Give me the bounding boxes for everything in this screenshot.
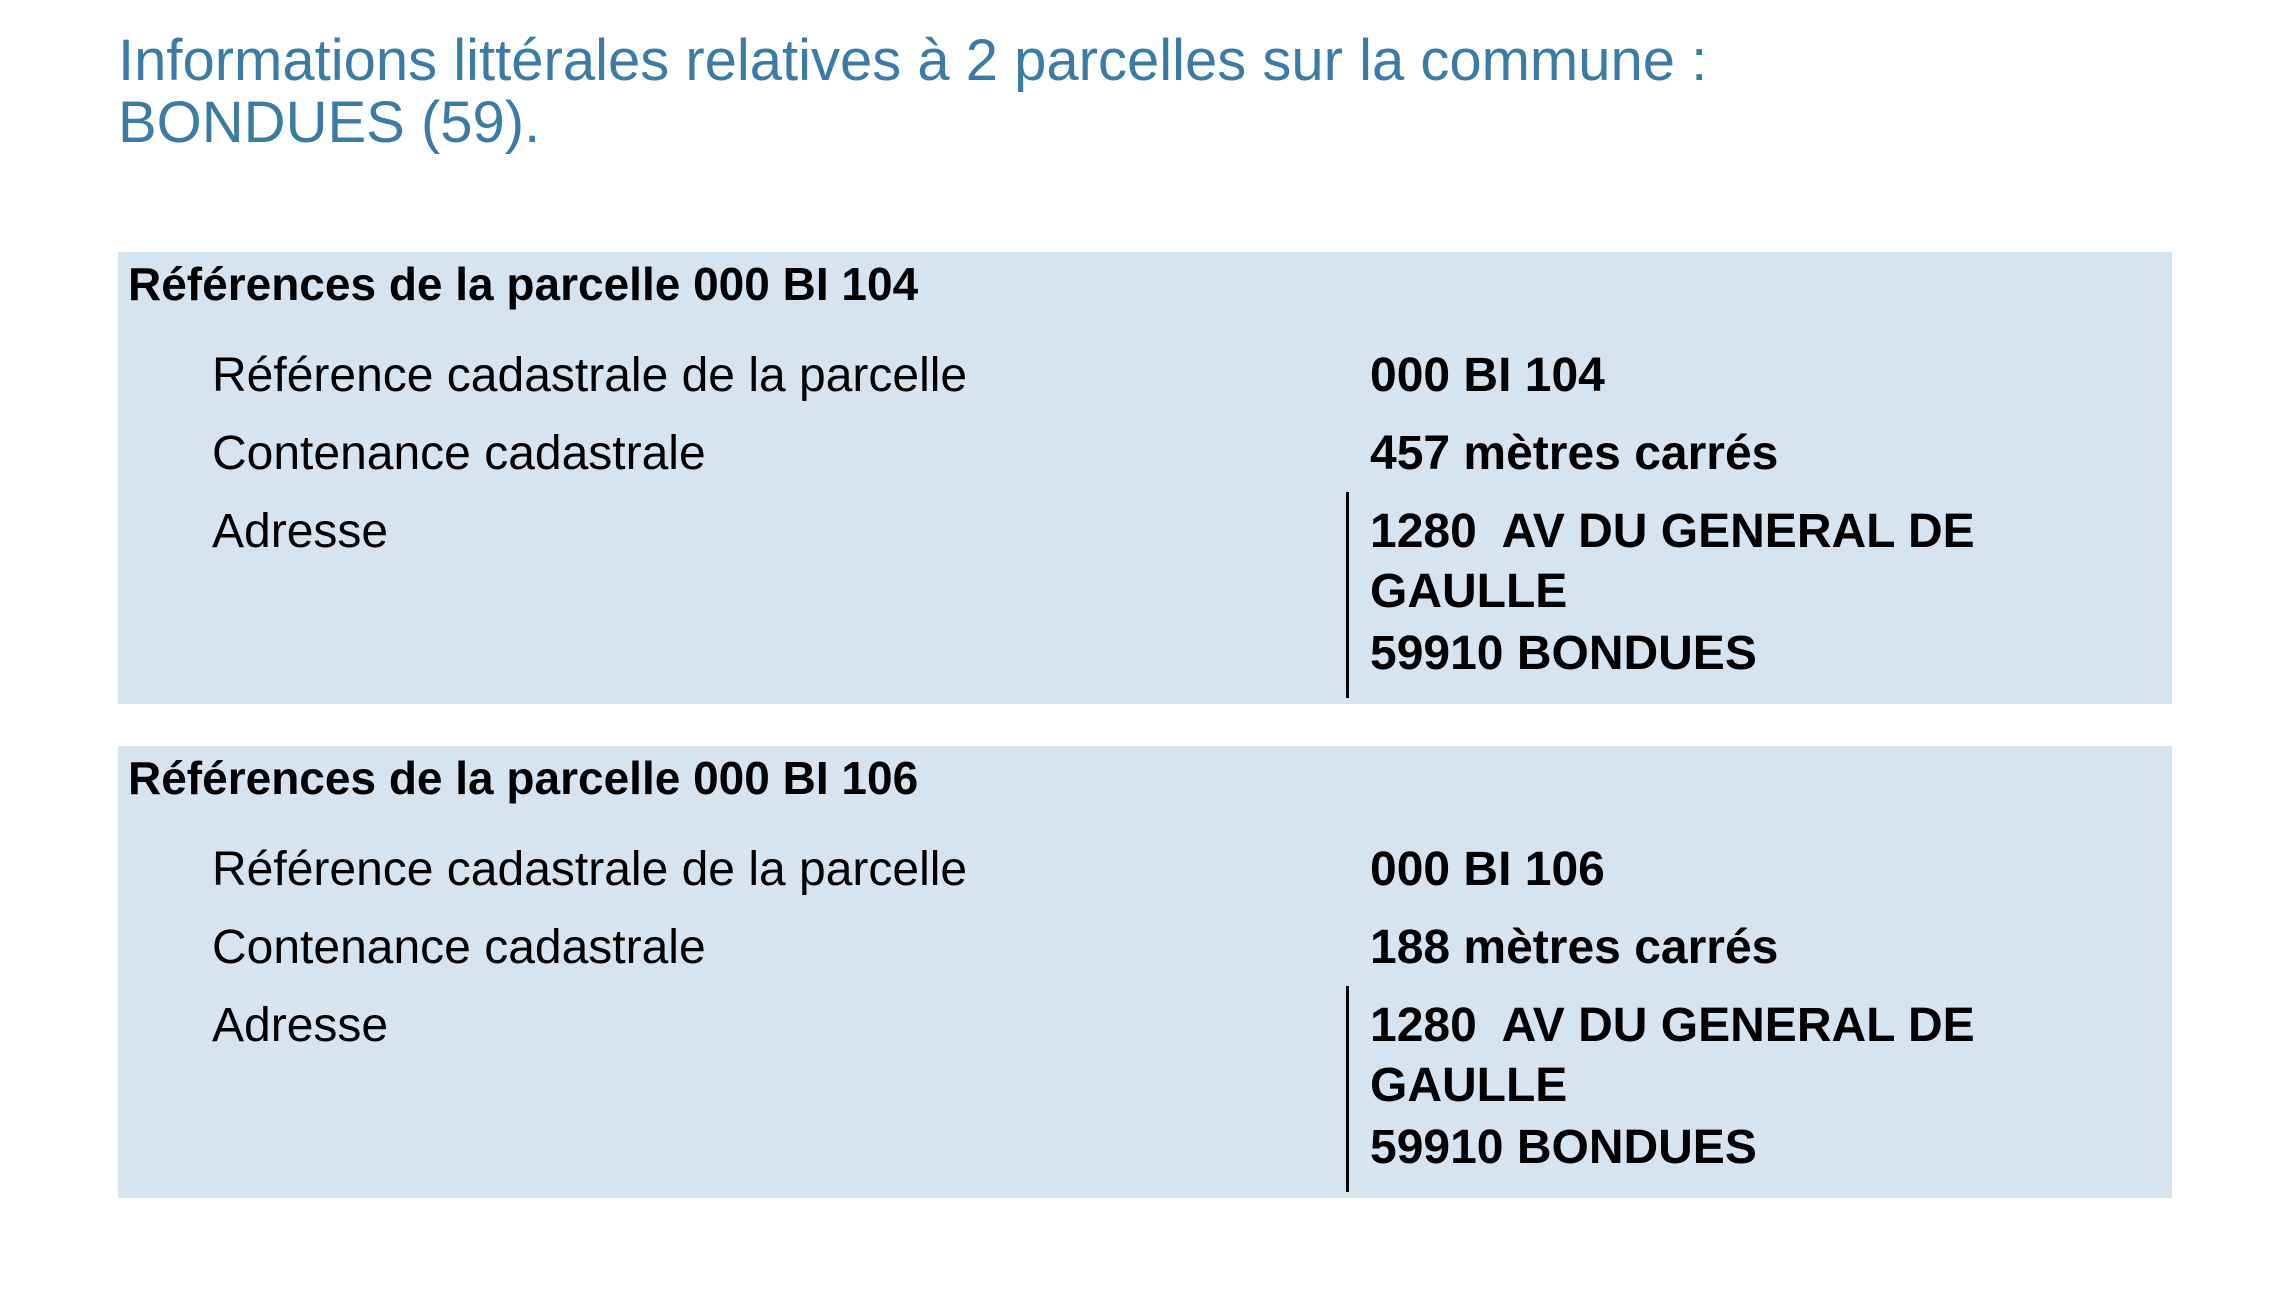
address-value [1346,492,1975,698]
address-value [1346,986,1975,1192]
page-title-line-1: Informations littérales relatives à 2 parcelles sur la commune : [118,28,1708,93]
address-line-city: 59910 BONDUES [1370,1121,1757,1174]
page-title [118,30,2118,154]
cadastral-reference-value: 000 BI 104 [1370,349,1605,402]
parcel-heading: Références de la parcelle 000 BI 106 [128,752,919,804]
cadastral-area-value: 457 mètres carrés [1370,427,1779,480]
address-label: Adresse [212,999,389,1052]
cadastral-reference-value: 000 BI 106 [1370,843,1605,896]
parcel-heading: Références de la parcelle 000 BI 104 [128,258,919,310]
address-label: Adresse [212,505,389,558]
address-line-street: 1280 AV DU GENERAL DE [1370,505,1975,558]
cadastral-area-label: Contenance cadastrale [212,427,706,480]
cadastral-area-label: Contenance cadastrale [212,921,706,974]
address-line-city: 59910 BONDUES [1370,627,1757,680]
parcel-panel-bi-106 [118,746,2172,1198]
address-line-street-cont: GAULLE [1370,565,1568,618]
address-line-street: 1280 AV DU GENERAL DE [1370,999,1975,1052]
parcel-panel-bi-104 [118,252,2172,704]
page-title-line-2: BONDUES (59). [118,90,541,155]
address-line-street-cont: GAULLE [1370,1059,1568,1112]
cadastral-reference-label: Référence cadastrale de la parcelle [212,349,968,402]
cadastral-reference-label: Référence cadastrale de la parcelle [212,843,968,896]
cadastral-area-value: 188 mètres carrés [1370,921,1779,974]
